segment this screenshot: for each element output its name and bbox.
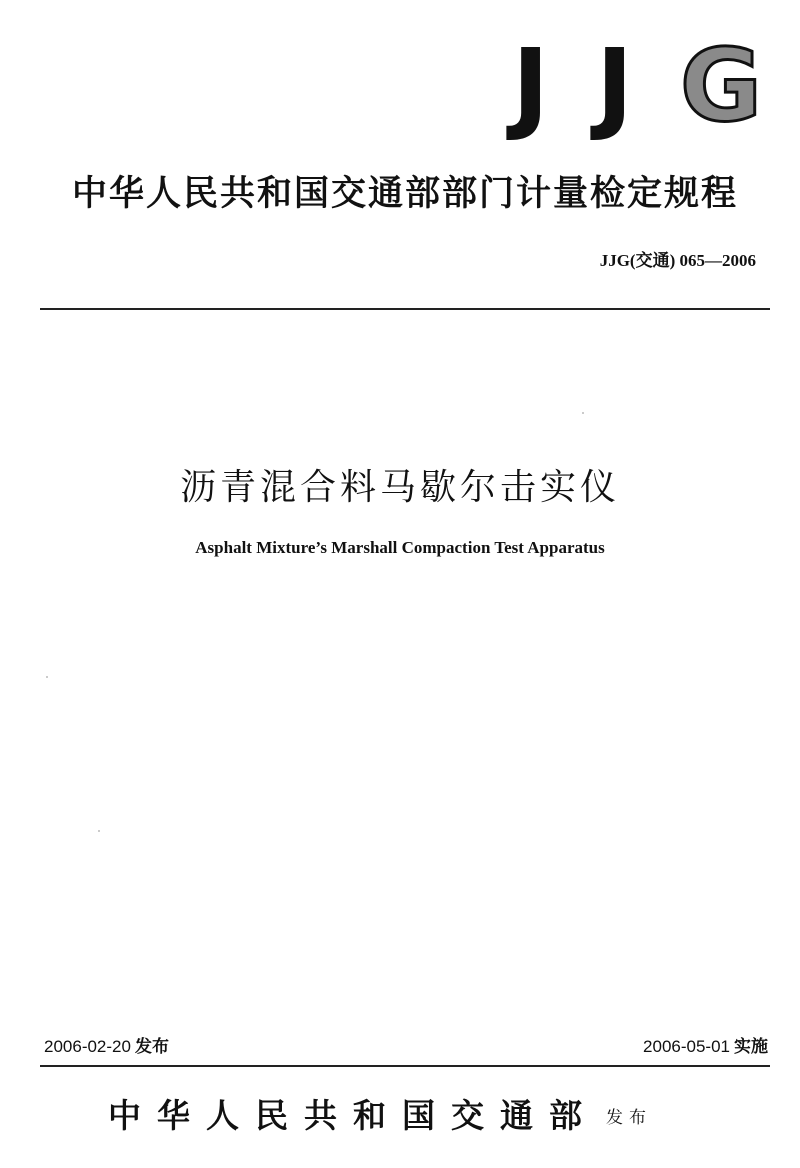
logo-letter-j2: J: [596, 27, 634, 144]
jjg-logo: [510, 27, 770, 144]
issue-label: 发布: [134, 1037, 169, 1057]
document-title-chinese: 沥青混合料马歇尔击实仪: [179, 467, 620, 508]
bottom-divider: [40, 1065, 770, 1067]
regulation-series-title: 中华人民共和国交通部部门计量检定规程: [71, 174, 738, 214]
publisher-name: 中华人民共和国交通部: [108, 1096, 598, 1135]
standard-code: JJG(交通) 065—2006: [599, 251, 756, 270]
top-divider: [40, 308, 770, 310]
issue-date-line: [44, 1036, 169, 1058]
publisher-suffix: 发布: [606, 1108, 652, 1128]
issue-date: 2006-02-20: [44, 1037, 131, 1056]
scan-speck: [98, 830, 100, 832]
publisher-line: [108, 1094, 652, 1138]
implement-date: 2006-05-01: [643, 1037, 730, 1056]
logo-letter-j1: J: [512, 27, 550, 144]
implement-label: 实施: [734, 1037, 768, 1057]
scan-speck: [46, 676, 48, 678]
document-title-english: Asphalt Mixture’s Marshall Compaction Test Apparatus: [195, 538, 605, 557]
logo-letter-g: G: [680, 27, 763, 144]
scan-speck: [582, 412, 584, 414]
implement-date-line: [643, 1036, 768, 1058]
